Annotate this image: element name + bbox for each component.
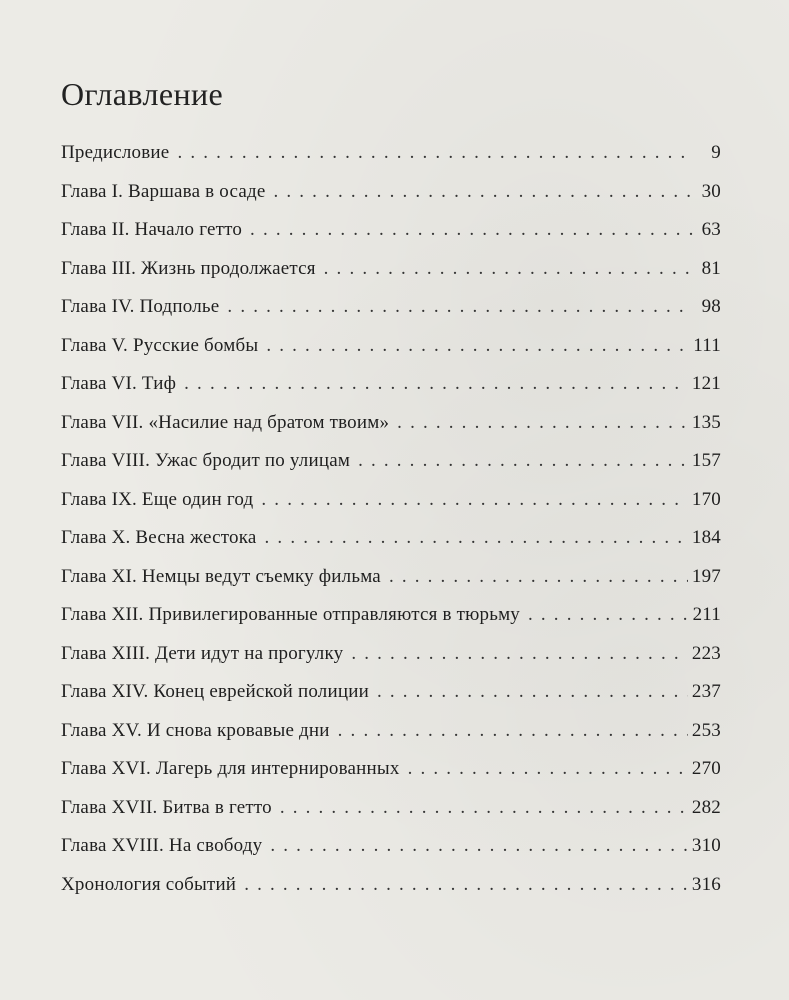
dot-leader: [528, 604, 689, 626]
toc-entry-page: 9: [711, 142, 721, 163]
dot-leader: [408, 758, 688, 780]
dot-leader: [227, 296, 693, 318]
page-title: Оглавление: [61, 76, 224, 112]
toc-entry: [61, 335, 721, 374]
toc-entry-page: 282: [691, 796, 721, 818]
toc-entry: [61, 681, 721, 720]
dot-leader: [184, 373, 688, 395]
toc-entry: [61, 527, 721, 566]
dot-leader: [177, 142, 693, 164]
toc-entry-page: 157: [691, 450, 721, 471]
toc-entry-page: 81: [701, 257, 721, 279]
toc-entry: [61, 181, 721, 220]
toc-entry-label: Глава XVI. Лагерь для интернированных: [61, 758, 400, 779]
toc-entry-label: Глава VII. «Насилие над братом твоим»: [61, 411, 390, 433]
dot-leader: [377, 681, 688, 703]
dot-leader: [397, 412, 688, 434]
toc-entry: [61, 643, 721, 682]
toc-entry-label: Глава VIII. Ужас бродит по улицам: [61, 450, 351, 471]
dot-leader: [273, 181, 693, 203]
toc-entry-label: Предисловие: [61, 142, 170, 163]
toc-entry-label: Глава XVIII. На свободу: [61, 835, 263, 856]
toc-entry-label: Глава XIII. Дети идут на прогулку: [61, 642, 344, 664]
toc-entry-page: 316: [691, 873, 721, 895]
toc-entry: [61, 412, 721, 451]
toc-entry-page: 211: [692, 604, 721, 625]
toc-entry-page: 237: [691, 681, 721, 702]
toc-entry: [61, 373, 721, 412]
dot-leader: [261, 489, 688, 511]
toc-entry-page: 111: [693, 334, 721, 356]
toc-entry-page: 223: [691, 642, 721, 664]
table-of-contents: [61, 142, 721, 912]
toc-entry-label: Глава II. Начало гетто: [61, 219, 243, 240]
dot-leader: [351, 643, 688, 665]
dot-leader: [338, 720, 688, 742]
toc-entry: [61, 296, 721, 335]
toc-entry-page: 310: [691, 835, 721, 856]
toc-entry-label: Глава XVII. Битва в гетто: [61, 796, 272, 818]
toc-entry-page: 30: [701, 180, 721, 202]
toc-entry-page: 253: [691, 719, 721, 741]
toc-entry-page: 135: [691, 411, 721, 433]
toc-entry-label: Глава X. Весна жестока: [61, 527, 257, 548]
toc-entry-label: Глава XII. Привилегированные отправляются в тюрьму: [61, 604, 520, 625]
toc-entry: [61, 142, 721, 181]
toc-entry-label: Глава IX. Еще один год: [61, 488, 254, 510]
dot-leader: [270, 835, 688, 857]
dot-leader: [265, 527, 688, 549]
toc-entry-page: 170: [691, 488, 721, 510]
toc-entry-label: Глава I. Варшава в осаде: [61, 180, 266, 202]
dot-leader: [389, 566, 688, 588]
toc-entry: [61, 797, 721, 836]
toc-entry: [61, 219, 721, 258]
toc-entry-label: Глава XI. Немцы ведут съемку фильма: [61, 565, 381, 587]
toc-entry-page: 270: [691, 758, 721, 779]
toc-entry: [61, 604, 721, 643]
toc-entry: [61, 489, 721, 528]
dot-leader: [250, 219, 693, 241]
toc-entry-page: 184: [691, 527, 721, 548]
toc-entry-label: Хронология событий: [61, 873, 237, 895]
dot-leader: [244, 874, 688, 896]
toc-entry: [61, 258, 721, 297]
toc-entry-label: Глава XV. И снова кровавые дни: [61, 719, 330, 741]
toc-entry-label: Глава III. Жизнь продолжается: [61, 257, 316, 279]
toc-entry: [61, 758, 721, 797]
toc-entry-label: Глава XIV. Конец еврейской полиции: [61, 681, 369, 702]
dot-leader: [324, 258, 693, 280]
toc-entry: [61, 450, 721, 489]
toc-entry-page: 121: [691, 373, 721, 394]
dot-leader: [358, 450, 688, 472]
toc-entry: [61, 566, 721, 605]
dot-leader: [266, 335, 689, 357]
dot-leader: [280, 797, 688, 819]
toc-entry-page: 98: [701, 296, 721, 317]
toc-entry-label: Глава V. Русские бомбы: [61, 334, 259, 356]
toc-entry-label: Глава VI. Тиф: [61, 373, 177, 394]
toc-entry-page: 197: [691, 565, 721, 587]
toc-entry: [61, 874, 721, 913]
toc-entry-label: Глава IV. Подполье: [61, 296, 220, 317]
toc-entry: [61, 835, 721, 874]
toc-entry-page: 63: [701, 219, 721, 240]
toc-entry: [61, 720, 721, 759]
